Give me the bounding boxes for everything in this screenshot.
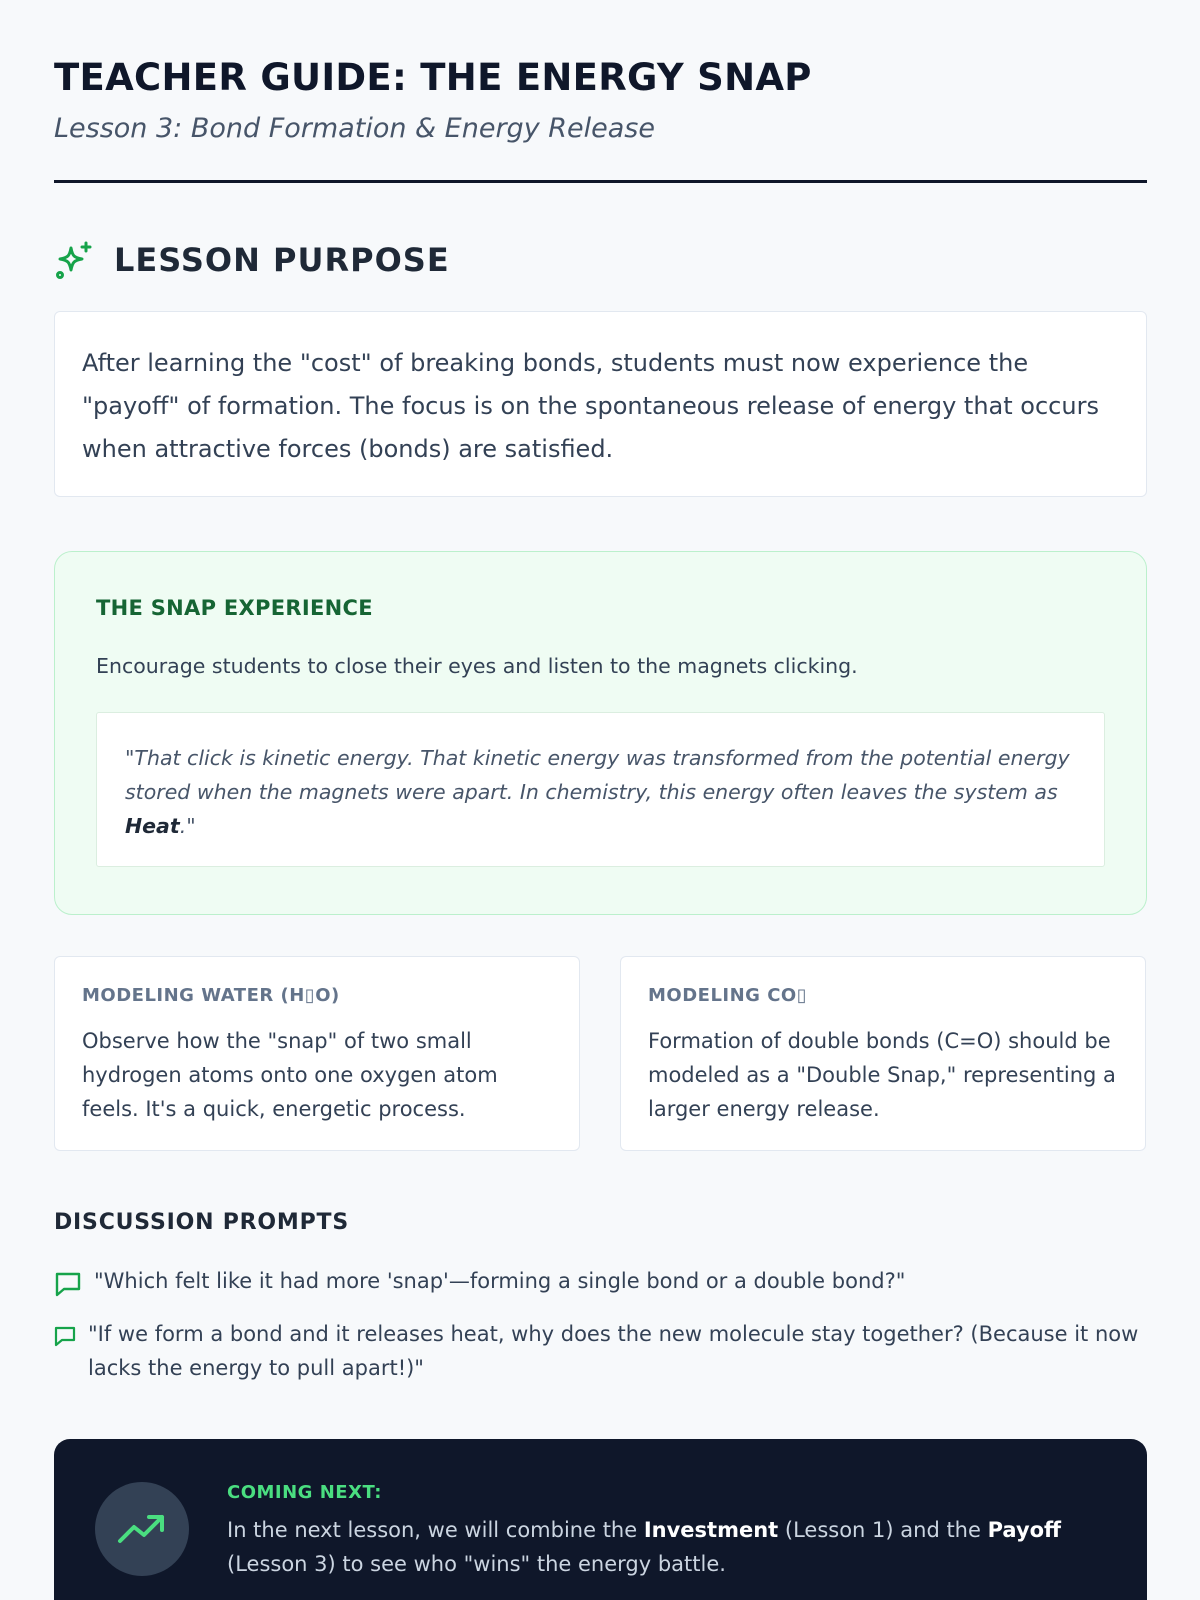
snap-experience-heading: THE SNAP EXPERIENCE <box>96 596 373 620</box>
modeling-co2-card <box>620 956 1146 1151</box>
modeling-water-card <box>54 956 580 1151</box>
coming-next-text-part: (Lesson 1) and the <box>778 1518 988 1542</box>
chat-bubble-icon <box>54 1270 82 1298</box>
snap-quote-end: ." <box>179 814 196 838</box>
trending-up-icon <box>116 1503 168 1555</box>
chat-bubble-icon <box>54 1325 76 1347</box>
modeling-co2-text: Formation of double bonds (C=O) should be modeled as a "Double Snap," representing a larger energy release. <box>648 1029 1116 1121</box>
snap-experience-card <box>54 551 1147 915</box>
trending-up-icon-badge <box>95 1482 189 1576</box>
coming-next-text-part: (Lesson 3) to see who "wins" the energy battle. <box>227 1552 726 1576</box>
coming-next-payoff: Payoff <box>987 1518 1062 1542</box>
modeling-water-text: Observe how the "snap" of two small hydrogen atoms onto one oxygen atom feels. It's a quick, energetic process. <box>82 1029 498 1121</box>
page-subtitle: Lesson 3: Bond Formation & Energy Release <box>54 113 655 144</box>
discussion-prompt-text: "Which felt like it had more 'snap'—forming a single bond or a double bond?" <box>94 1269 906 1293</box>
snap-quote-bold: Heat <box>125 814 180 838</box>
snap-quote-text: "That click is kinetic energy. That kinetic energy was transformed from the potential energy stored when the magnets were apart. In chemistry, this energy often leaves the system as <box>125 746 1070 804</box>
lesson-purpose-text: After learning the "cost" of breaking bonds, students must now experience the "payoff" of formation. The focus is on the spontaneous release of energy that occurs when attractive forces (bonds) are satisfied. <box>82 349 1099 463</box>
snap-experience-lead: Encourage students to close their eyes and listen to the magnets clicking. <box>96 654 858 678</box>
sparkles-icon <box>54 240 94 280</box>
discussion-prompts-heading: DISCUSSION PROMPTS <box>54 1210 349 1235</box>
coming-next-text <box>227 1513 1107 1581</box>
modeling-water-heading: MODELING WATER (H▯O) <box>82 985 340 1006</box>
lesson-purpose-header <box>54 240 450 280</box>
header-divider <box>54 180 1147 183</box>
coming-next-card <box>54 1439 1147 1600</box>
discussion-prompt-item <box>54 1264 905 1298</box>
coming-next-label: COMING NEXT: <box>227 1482 382 1503</box>
lesson-purpose-heading: LESSON PURPOSE <box>114 241 450 279</box>
modeling-co2-heading: MODELING CO▯ <box>648 985 808 1006</box>
discussion-prompt-item <box>54 1317 1147 1385</box>
page-title: TEACHER GUIDE: THE ENERGY SNAP <box>54 56 812 99</box>
snap-quote <box>125 741 1076 843</box>
discussion-prompt-text: "If we form a bond and it releases heat, why does the new molecule stay together? (Because it now lacks the energy to pull apart!)" <box>88 1322 1139 1380</box>
snap-quote-box <box>96 712 1105 867</box>
coming-next-text-part: In the next lesson, we will combine the <box>227 1518 644 1542</box>
coming-next-investment: Investment <box>643 1518 779 1542</box>
lesson-purpose-card <box>54 311 1147 497</box>
